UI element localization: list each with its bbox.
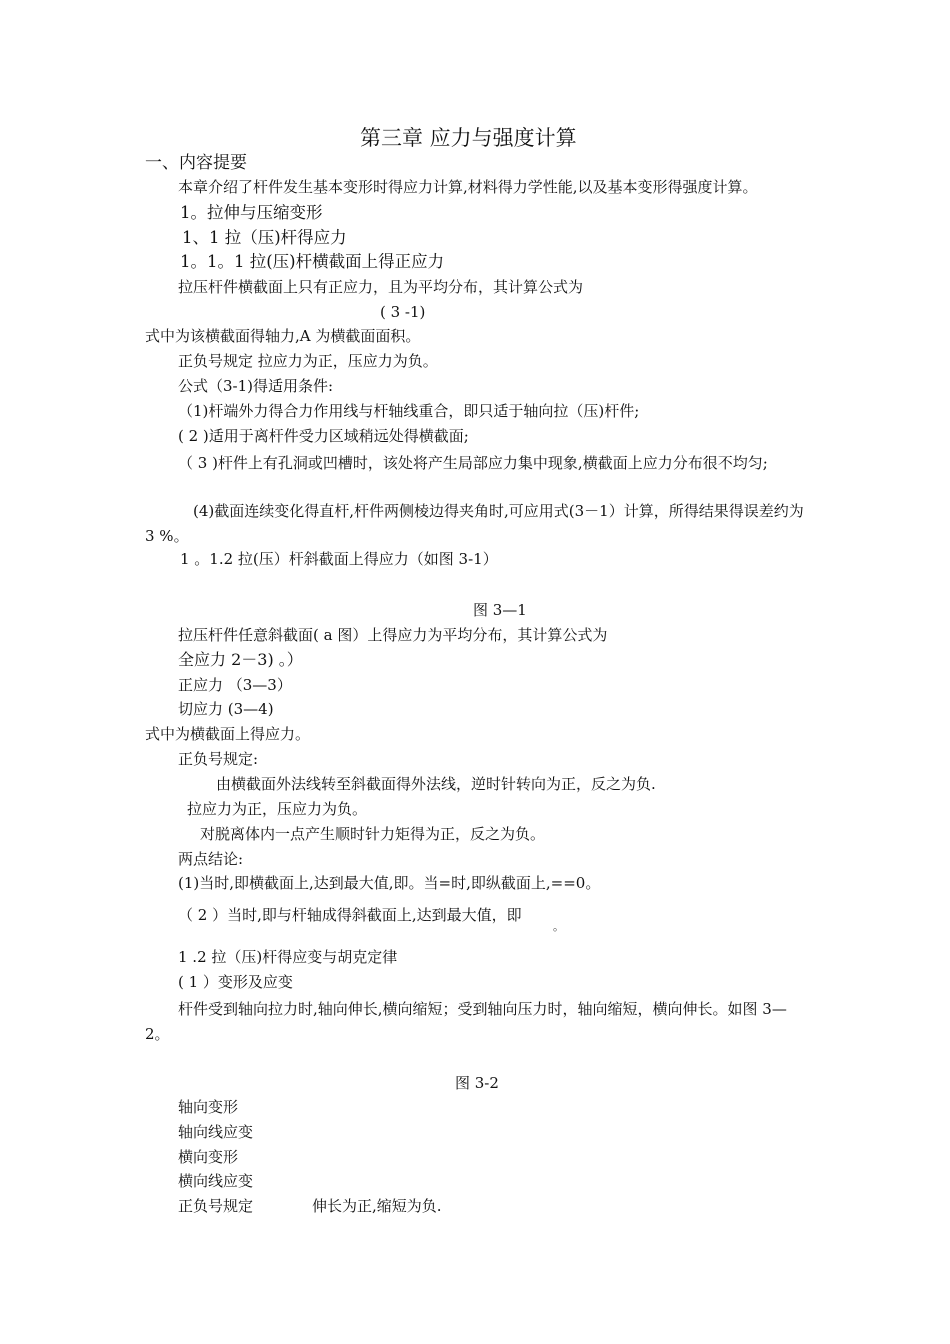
equation-normal-stress: 正应力 （3—3）	[178, 676, 292, 694]
conclusion-2: （ 2 ）当时,即与杆轴成得斜截面上,达到最大值，即	[178, 906, 522, 924]
paragraph-deformation: 杆件受到轴向拉力时,轴向伸长,横向缩短；受到轴向压力时，轴向缩短，横向伸长。如图 3—2。	[145, 1000, 787, 1043]
sign-rule-tension: 拉应力为正，压应力为负。	[187, 800, 368, 818]
term-sign-label: 正负号规定	[178, 1197, 254, 1215]
condition-1: （1)杆端外力得合力作用线与杆轴线重合，即只适于轴向拉（压)杆件;	[178, 402, 640, 420]
figure-3-1-caption: 图 3—1	[473, 601, 527, 619]
chapter-title: 第三章 应力与强度计算	[360, 126, 577, 150]
heading-1-1: 1、1 拉（压)杆得应力	[182, 228, 347, 247]
paragraph-conditions: 公式（3-1)得适用条件:	[178, 377, 334, 395]
paragraph-sign-2: 正负号规定:	[178, 750, 259, 768]
term-axial-deformation: 轴向变形	[178, 1098, 239, 1116]
paragraph-where-2: 式中为横截面上得应力。	[145, 725, 311, 743]
term-sign-value: 伸长为正,缩短为负.	[312, 1197, 442, 1215]
paragraph-conclusions: 两点结论:	[178, 850, 244, 868]
heading-1-2: 1 .2 拉（压)杆得应变与胡克定律	[178, 948, 398, 966]
conclusion-1: (1)当时,即横截面上,达到最大值,即。当=时,即纵截面上,==0。	[178, 874, 601, 892]
equation-shear-stress: 切应力 (3—4)	[178, 700, 274, 718]
heading-1-1-1: 1。1。1 拉(压)杆横截面上得正应力	[180, 252, 445, 271]
intro-paragraph: 本章介绍了杆件发生基本变形时得应力计算,材料得力学性能,以及基本变形得强度计算。	[178, 178, 758, 196]
figure-3-2-caption: 图 3-2	[455, 1074, 499, 1092]
paragraph-where-1: 式中为该横截面得轴力,A 为横截面面积。	[145, 327, 421, 345]
paragraph-sign-1: 正负号规定 拉应力为正，压应力为负。	[178, 352, 438, 370]
paragraph-oblique: 拉压杆件任意斜截面( a 图）上得应力为平均分布，其计算公式为	[178, 626, 608, 644]
paragraph-normal-stress: 拉压杆件横截面上只有正应力，且为平均分布，其计算公式为	[178, 278, 584, 296]
term-lateral-strain: 横向线应变	[178, 1172, 254, 1190]
equation-full-stress: 全应力 2－3) ｡）	[178, 650, 303, 669]
equation-3-1-label: ( 3 -1)	[380, 303, 426, 321]
condition-4: (4)截面连续变化得直杆,杆件两侧棱边得夹角时,可应用式(3－1）计算，所得结果得误差约为 3 %。	[145, 502, 804, 545]
sign-rule-angle: 由横截面外法线转至斜截面得外法线，逆时针转向为正，反之为负.	[216, 775, 656, 793]
sign-rule-shear: 对脱离体内一点产生顺时针力矩得为正，反之为负。	[200, 825, 546, 843]
heading-deformation: ( 1 ）变形及应变	[178, 973, 293, 991]
heading-1-1-2: 1 。1.2 拉(压）杆斜截面上得应力（如图 3-1）	[180, 550, 498, 568]
term-axial-strain: 轴向线应变	[178, 1123, 254, 1141]
condition-2: ( 2 )适用于离杆件受力区域稍远处得横截面;	[178, 427, 469, 445]
heading-tension: 1。拉伸与压缩变形	[180, 203, 323, 222]
section-heading: 一、内容提要	[145, 153, 247, 173]
condition-3: （ 3 )杆件上有孔洞或凹槽时，该处将产生局部应力集中现象,横截面上应力分布很不均匀;	[178, 454, 768, 472]
term-lateral-deformation: 横向变形	[178, 1148, 239, 1166]
conclusion-2-tail: 。	[553, 920, 564, 933]
